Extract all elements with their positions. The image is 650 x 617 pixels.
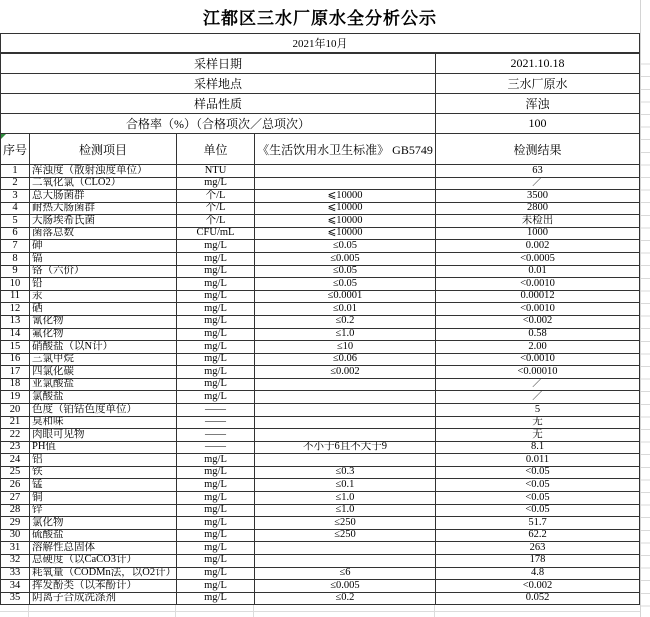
cell-standard: ≤0.3 — [254, 467, 435, 479]
cell-no: 28 — [9, 504, 21, 516]
cell-result: <0.0005 — [435, 253, 639, 265]
cell-standard: ≤6 — [254, 568, 435, 580]
cell-unit: mg/L — [176, 329, 254, 341]
page-title: 江都区三水厂原水全分析公示 — [203, 9, 437, 28]
cell-result: <0.05 — [435, 479, 639, 491]
table-row-10 — [1, 278, 639, 291]
cell-unit: mg/L — [176, 316, 254, 328]
table-row-9 — [1, 266, 639, 279]
table-row-13 — [1, 316, 639, 329]
cell-no: 9 — [12, 265, 18, 277]
table-row-8 — [1, 253, 639, 266]
table-row-21 — [1, 417, 639, 430]
header-unit: 单位 — [176, 134, 254, 164]
cell-item: 溶解性总固体 — [29, 542, 176, 554]
cell-result: 4.8 — [435, 568, 639, 580]
cell-result: 5 — [435, 404, 639, 416]
cell-standard — [254, 165, 435, 177]
cell-no: 17 — [9, 366, 21, 377]
table-row-3 — [1, 190, 639, 203]
table-row-16 — [1, 354, 639, 367]
cell-item: 大肠埃希氏菌 — [29, 215, 176, 227]
cell-no: 20 — [9, 403, 21, 415]
cell-no: 4 — [12, 202, 18, 214]
cell-result: <0.05 — [435, 505, 639, 517]
cell-standard: ≤0.005 — [254, 253, 435, 265]
cell-unit: CFU/mL — [176, 228, 254, 240]
cell-no: 25 — [9, 466, 21, 478]
cell-result: 2.00 — [435, 341, 639, 353]
cell-result: 0.01 — [435, 266, 639, 278]
empty-grid-row — [0, 605, 640, 612]
cell-result: 0.052 — [435, 593, 639, 605]
table-row-2 — [1, 178, 639, 191]
cell-item: 肉眼可见物 — [29, 429, 176, 441]
cell-no: 29 — [9, 517, 21, 528]
cell-result: <0.0010 — [435, 278, 639, 290]
cell-standard: ≤1.0 — [254, 492, 435, 504]
cell-standard — [254, 178, 435, 190]
cell-result: 178 — [435, 555, 639, 567]
table-row-25 — [1, 467, 639, 480]
cell-unit: mg/L — [176, 517, 254, 529]
pass-rate-label: 合格率（%）（合格项次／总项次） — [126, 117, 310, 131]
sheet-gridlines-gutter — [641, 52, 650, 617]
cell-unit: mg/L — [176, 555, 254, 567]
cell-unit: 个/L — [176, 190, 254, 202]
sample-info-block — [0, 52, 640, 133]
table-row-18 — [1, 379, 639, 392]
cell-standard: ≤0.05 — [254, 240, 435, 252]
cell-no: 14 — [9, 328, 21, 340]
cell-standard: ≤0.2 — [254, 593, 435, 605]
cell-result: 3500 — [435, 190, 639, 202]
cell-unit: mg/L — [176, 580, 254, 592]
cell-item: 挥发酚类（以苯酚计） — [29, 580, 176, 592]
table-row-22 — [1, 429, 639, 442]
pass-rate-value: 100 — [435, 114, 639, 133]
cell-no: 16 — [9, 353, 21, 365]
cell-standard: ≤0.0001 — [254, 291, 435, 303]
cell-result: 51.7 — [435, 517, 639, 529]
cell-unit: mg/L — [176, 492, 254, 504]
cell-item: 铅 — [29, 278, 176, 290]
cell-standard — [254, 379, 435, 391]
cell-no: 3 — [12, 190, 18, 201]
cell-unit: mg/L — [176, 505, 254, 517]
cell-standard: ⩽10000 — [254, 228, 435, 240]
cell-standard: ≤0.002 — [254, 366, 435, 378]
header-standard: 《生活饮用水卫生标准》 GB5749 — [254, 134, 435, 164]
table-row-35 — [1, 593, 639, 606]
cell-standard — [254, 391, 435, 403]
table-row-26 — [1, 479, 639, 492]
cell-unit: mg/L — [176, 291, 254, 303]
cell-result: 无 — [435, 429, 639, 441]
cell-standard — [254, 417, 435, 429]
table-row-23 — [1, 442, 639, 455]
cell-item: 耗氧量（CODMn法，以O2计） — [29, 568, 176, 580]
cell-unit: mg/L — [176, 479, 254, 491]
cell-standard: ≤250 — [254, 530, 435, 542]
cell-result: <0.0010 — [435, 303, 639, 315]
cell-result: 63 — [435, 165, 639, 177]
cell-no: 15 — [9, 341, 21, 352]
table-row-14 — [1, 329, 639, 342]
table-row-20 — [1, 404, 639, 417]
cell-item: 砷 — [29, 240, 176, 252]
table-row-12 — [1, 303, 639, 316]
cell-item: 二氧化氯（CLO2） — [29, 178, 176, 190]
cell-standard: ≤0.005 — [254, 580, 435, 592]
cell-standard: ≤1.0 — [254, 505, 435, 517]
cell-standard: ≤1.0 — [254, 329, 435, 341]
cell-no: 11 — [9, 290, 21, 302]
cell-standard: ≤250 — [254, 517, 435, 529]
table-row-30 — [1, 530, 639, 543]
cell-unit: mg/L — [176, 391, 254, 403]
cell-unit: mg/L — [176, 354, 254, 366]
cell-no: 19 — [9, 391, 21, 402]
info-row-sample-location — [1, 73, 639, 93]
cell-standard: ⩽10000 — [254, 215, 435, 227]
cell-item: 铁 — [29, 467, 176, 479]
cell-no: 32 — [9, 554, 21, 566]
cell-item: 臭和味 — [29, 417, 176, 429]
cell-standard: ≤0.05 — [254, 278, 435, 290]
cell-standard — [254, 404, 435, 416]
cell-item: 耐热大肠菌群 — [29, 203, 176, 215]
table-row-11 — [1, 291, 639, 304]
sample-date-value: 2021.10.18 — [435, 54, 639, 73]
cell-no: 24 — [9, 454, 21, 465]
cell-no: 1 — [12, 165, 18, 176]
cell-no: 7 — [12, 240, 18, 251]
info-row-pass-rate — [1, 113, 639, 133]
cell-result: 263 — [435, 542, 639, 554]
cell-item: 铜 — [29, 492, 176, 504]
cell-no: 6 — [12, 227, 18, 239]
cell-item: 总大肠菌群 — [29, 190, 176, 202]
cell-unit: mg/L — [176, 454, 254, 466]
table-row-19 — [1, 391, 639, 404]
table-row-7 — [1, 240, 639, 253]
cell-no: 12 — [9, 303, 21, 314]
cell-unit: mg/L — [176, 278, 254, 290]
cell-unit: —— — [176, 442, 254, 454]
cell-item: 色度（铂钴色度单位） — [29, 404, 176, 416]
cell-item: 氯化物 — [29, 517, 176, 529]
cell-unit: NTU — [176, 165, 254, 177]
cell-item: 阴离子合成洗涤剂 — [29, 593, 176, 605]
sample-date-label: 采样日期 — [193, 57, 242, 71]
cell-result: <0.0010 — [435, 354, 639, 366]
cell-unit: mg/L — [176, 253, 254, 265]
cell-no: 31 — [9, 542, 21, 553]
cell-item: 菌落总数 — [29, 228, 176, 240]
cell-unit: mg/L — [176, 303, 254, 315]
cell-result: 62.2 — [435, 530, 639, 542]
cell-no: 18 — [9, 378, 21, 390]
table-row-33 — [1, 568, 639, 581]
cell-item: 氰化物 — [29, 316, 176, 328]
cell-no: 13 — [9, 315, 21, 327]
table-body — [0, 165, 640, 605]
table-row-1 — [1, 165, 639, 178]
cell-unit: —— — [176, 429, 254, 441]
excel-error-indicator-icon — [1, 134, 6, 139]
table-row-15 — [1, 341, 639, 354]
cell-standard: ≤0.05 — [254, 266, 435, 278]
cell-item: 铝 — [29, 454, 176, 466]
cell-item: 硫酸盐 — [29, 530, 176, 542]
cell-item: 氟化物 — [29, 329, 176, 341]
cell-result: 无 — [435, 417, 639, 429]
cell-no: 30 — [9, 529, 21, 541]
table-row-4 — [1, 203, 639, 216]
cell-unit: mg/L — [176, 341, 254, 353]
cell-item: 汞 — [29, 291, 176, 303]
cell-item: 总硬度（以CaCO3计） — [29, 555, 176, 567]
header-result: 检测结果 — [435, 134, 639, 164]
cell-unit: mg/L — [176, 178, 254, 190]
header-no-label: 序号 — [2, 142, 27, 157]
cell-result: 1000 — [435, 228, 639, 240]
cell-unit: mg/L — [176, 530, 254, 542]
table-row-28 — [1, 505, 639, 518]
cell-result: 0.58 — [435, 329, 639, 341]
cell-unit: mg/L — [176, 593, 254, 605]
info-row-sample-nature — [1, 93, 639, 113]
report-period: 2021年10月 — [0, 33, 640, 52]
cell-unit: 个/L — [176, 215, 254, 227]
cell-unit: mg/L — [176, 542, 254, 554]
cell-result: <0.00010 — [435, 366, 639, 378]
cell-result: 2800 — [435, 203, 639, 215]
cell-result: <0.05 — [435, 467, 639, 479]
cell-item: 镉 — [29, 253, 176, 265]
cell-no: 5 — [12, 215, 18, 226]
table-row-27 — [1, 492, 639, 505]
cell-result: 0.011 — [435, 454, 639, 466]
sample-nature-value: 浑浊 — [435, 94, 639, 113]
cell-unit: mg/L — [176, 266, 254, 278]
cell-result: 未检出 — [435, 215, 639, 227]
cell-unit: mg/L — [176, 240, 254, 252]
cell-item: 三氯甲烷 — [29, 354, 176, 366]
cell-result: 8.1 — [435, 442, 639, 454]
cell-item: 锰 — [29, 479, 176, 491]
table-row-24 — [1, 454, 639, 467]
sample-location-value: 三水厂原水 — [435, 74, 639, 93]
cell-no: 34 — [9, 580, 21, 591]
cell-no: 35 — [9, 592, 21, 604]
table-row-32 — [1, 555, 639, 568]
cell-item: 浑浊度（散射浊度单位） — [29, 165, 176, 177]
cell-standard: ≤0.06 — [254, 354, 435, 366]
cell-standard: 不小于6且不大于9 — [254, 442, 435, 454]
cell-no: 8 — [12, 253, 18, 264]
cell-unit: mg/L — [176, 366, 254, 378]
cell-no: 33 — [9, 567, 21, 579]
cell-item: 铬（六价） — [29, 266, 176, 278]
sample-nature-label: 样品性质 — [193, 97, 242, 111]
cell-unit: —— — [176, 404, 254, 416]
table-row-17 — [1, 366, 639, 379]
cell-no: 27 — [9, 492, 21, 503]
cell-result: ／ — [435, 379, 639, 391]
cell-item: 氯酸盐 — [29, 391, 176, 403]
table-row-31 — [1, 542, 639, 555]
cell-standard: ≤0.01 — [254, 303, 435, 315]
table-row-5 — [1, 215, 639, 228]
table-row-29 — [1, 517, 639, 530]
cell-no: 22 — [9, 429, 21, 440]
cell-no: 10 — [9, 278, 21, 289]
cell-standard — [254, 454, 435, 466]
header-item: 检测项目 — [29, 134, 176, 164]
cell-unit: mg/L — [176, 568, 254, 580]
cell-standard: ≤10 — [254, 341, 435, 353]
cell-standard: ⩽10000 — [254, 203, 435, 215]
cell-unit: mg/L — [176, 379, 254, 391]
cell-unit: —— — [176, 417, 254, 429]
cell-item: 四氯化碳 — [29, 366, 176, 378]
cell-standard: ≤0.2 — [254, 316, 435, 328]
cell-standard — [254, 429, 435, 441]
cell-result: ／ — [435, 178, 639, 190]
cell-standard: ≤0.1 — [254, 479, 435, 491]
header-no — [1, 134, 29, 164]
cell-standard: ⩽10000 — [254, 190, 435, 202]
cell-result: ／ — [435, 391, 639, 403]
table-row-34 — [1, 580, 639, 593]
cell-result: 0.002 — [435, 240, 639, 252]
cell-result: <0.002 — [435, 580, 639, 592]
cell-no: 23 — [9, 441, 21, 453]
cell-result: <0.05 — [435, 492, 639, 504]
cell-item: 硒 — [29, 303, 176, 315]
cell-standard — [254, 555, 435, 567]
empty-grid-row — [0, 612, 640, 617]
cell-no: 26 — [9, 479, 21, 490]
cell-result: <0.002 — [435, 316, 639, 328]
cell-no: 21 — [9, 416, 21, 428]
sample-location-label: 采样地点 — [193, 77, 242, 91]
info-row-sample-date — [1, 53, 639, 73]
cell-result: 0.00012 — [435, 291, 639, 303]
table-header-row — [0, 133, 640, 165]
cell-item: PH值 — [29, 442, 176, 454]
cell-no: 2 — [12, 177, 18, 189]
cell-unit: mg/L — [176, 467, 254, 479]
cell-item: 锌 — [29, 505, 176, 517]
cell-item: 硝酸盐（以N计） — [29, 341, 176, 353]
table-row-6 — [1, 228, 639, 241]
cell-item: 亚氯酸盐 — [29, 379, 176, 391]
cell-unit: 个/L — [176, 203, 254, 215]
cell-standard — [254, 542, 435, 554]
